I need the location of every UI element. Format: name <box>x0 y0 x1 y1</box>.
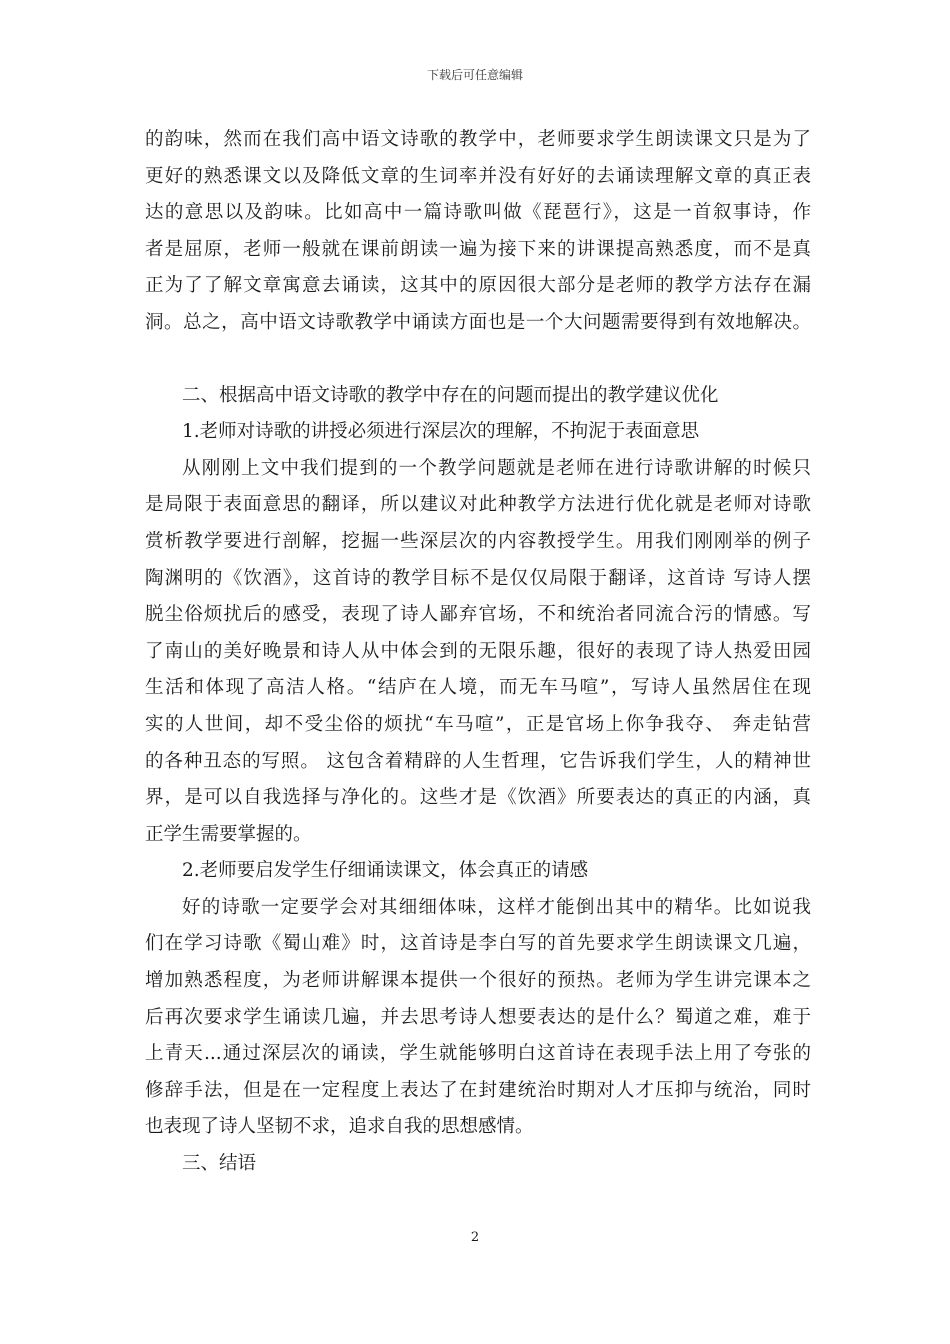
text-line: 洞。总之，高中语文诗歌教学中诵读方面也是一个大问题需要得到有效地解决。 <box>145 311 811 333</box>
text-line: 陶渊明的《饮酒》，这首诗的教学目标不是仅仅局限于翻译，这首诗 写诗人摆 <box>145 567 811 589</box>
text-line: 达的意思以及韵味。比如高中一篇诗歌叫做《琵琶行》，这是一首叙事诗，作 <box>145 202 811 224</box>
section-heading-2: 二、根据高中语文诗歌的教学中存在的问题而提出的教学建议优化 <box>182 384 719 406</box>
text-line: 正学生需要掌握的。 <box>145 823 312 845</box>
page-number: 2 <box>470 1230 480 1245</box>
text-line: 也表现了诗人坚韧不求，追求自我的思想感情。 <box>145 1116 534 1138</box>
text-line: 的韵味，然而在我们高中语文诗歌的教学中，老师要求学生朗读课文只是为了 <box>145 129 811 150</box>
section-heading-3: 三、结语 <box>182 1153 257 1175</box>
document-body <box>145 122 811 1183</box>
text-line: 生活和体现了高洁人格。“结庐在人境，而无车马喧”，写诗人虽然居住在现 <box>145 677 811 699</box>
paragraph-1 <box>145 122 811 342</box>
text-line: 的各种丑态的写照。 这包含着精辟的人生哲理，它告诉我们学生，人的精神世 <box>145 750 811 772</box>
text-line: 正为了了解文章寓意去诵读，这其中的原因很大部分是老师的教学方法存在漏 <box>145 275 811 297</box>
text-line: 赏析教学要进行剖解，挖掘一些深层次的内容教授学生。用我们刚刚举的例子 <box>145 530 811 552</box>
text-line: 者是屈原，老师一般就在课前朗读一遍为接下来的讲课提高熟悉度，而不是真 <box>145 238 811 260</box>
spacer <box>145 342 811 378</box>
text-line: 增加熟悉程度，为老师讲解课本提供一个很好的预热。老师为学生讲完课本之 <box>145 970 811 992</box>
text-line: 了南山的美好晚景和诗人从中体会到的无限乐趣，很好的表现了诗人热爱田园 <box>145 640 811 662</box>
text-line: 更好的熟悉课文以及降低文章的生词率并没有好好的去诵读理解文章的真正表 <box>145 165 811 187</box>
text-line: 修辞手法，但是在一定程度上表达了在封建统治时期对人才压抑与统治，同时 <box>145 1079 811 1101</box>
text-line: 实的人世间，却不受尘俗的烦扰“车马喧”，正是官场上你争我夺、 奔走钻营 <box>145 713 811 735</box>
text-line: 上青天...通过深层次的诵读，学生就能够明白这首诗在表现手法上用了夸张的 <box>145 1043 811 1065</box>
text-line: 脱尘俗烦扰后的感受，表现了诗人鄙弃官场，不和统治者同流合污的情感。写 <box>145 604 811 626</box>
subheading-1: 1.老师对诗歌的讲授必须进行深层次的理解，不拘泥于表面意思 <box>182 421 700 443</box>
paragraph-2 <box>145 451 811 854</box>
text-line: 从刚刚上文中我们提到的一个教学问题就是老师在进行诗歌讲解的时候只 <box>182 457 811 479</box>
text-line: 们在学习诗歌《蜀山难》时，这首诗是李白写的首先要求学生朗读课文几遍， <box>145 933 811 955</box>
text-line: 界，是可以自我选择与净化的。这些才是《饮酒》所要表达的真正的内涵，真 <box>145 787 811 809</box>
text-line: 是局限于表面意思的翻译，所以建议对此种教学方法进行优化就是老师对诗歌 <box>145 494 811 516</box>
subheading-2: 2.老师要启发学生仔细诵读课文，体会真正的请感 <box>182 860 589 882</box>
text-line: 好的诗歌一定要学会对其细细体味，这样才能倒出其中的精华。比如说我 <box>182 896 811 918</box>
text-line: 后再次要求学生诵读几遍，并去思考诗人想要表达的是什么？蜀道之难，难于 <box>145 1006 811 1028</box>
page-header: 下载后可任意编辑 <box>426 68 523 82</box>
paragraph-3 <box>145 890 811 1146</box>
